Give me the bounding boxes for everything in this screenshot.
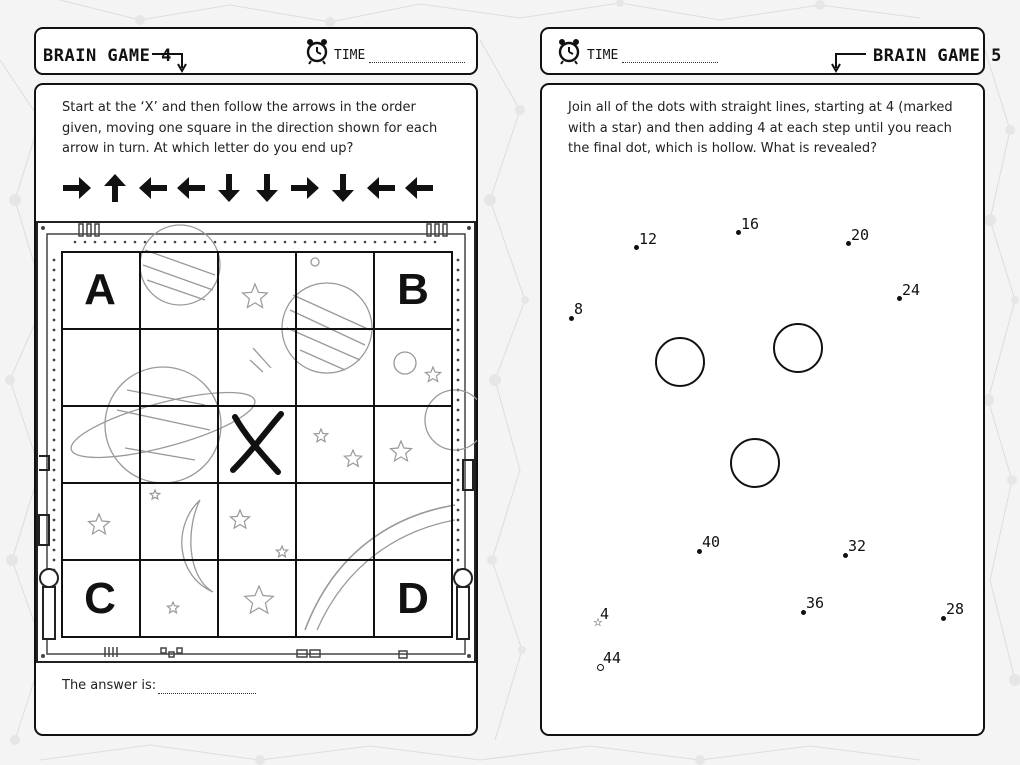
left-arrow-icon xyxy=(136,171,170,205)
dot-label-12: 12 xyxy=(639,230,658,248)
grid-letter-c: C xyxy=(84,574,116,623)
answer-label: The answer is: xyxy=(62,678,157,693)
left-arrow-icon xyxy=(174,171,208,205)
alarm-clock-icon xyxy=(303,37,331,65)
right-arrow-icon xyxy=(60,171,94,205)
dot-label-16: 16 xyxy=(741,215,760,233)
game4-time-label: TIME xyxy=(334,48,366,63)
game5-instructions: Join all of the dots with straight lines, starting at 4 (marked with a star) and then adding 4 at each step until you reach the final dot, which is hollow. What is revealed? xyxy=(568,100,953,156)
corner-arrow-icon xyxy=(150,48,190,74)
game5-time-field[interactable] xyxy=(622,62,718,63)
dot-label-32: 32 xyxy=(848,537,867,555)
game5-title: BRAIN GAME 5 xyxy=(873,46,1002,66)
game4-title: BRAIN GAME 4 xyxy=(43,46,172,66)
dot-label-4: 4 xyxy=(600,605,610,623)
down-arrow-icon xyxy=(326,171,360,205)
dot-label-8: 8 xyxy=(574,300,584,318)
star-icon: ☆ xyxy=(593,616,603,629)
circle-right-eye xyxy=(773,323,823,373)
dot-label-28: 28 xyxy=(946,600,965,618)
down-arrow-icon xyxy=(212,171,246,205)
right-arrow-icon xyxy=(288,171,322,205)
left-arrow-icon xyxy=(364,171,398,205)
alarm-clock-icon xyxy=(555,37,583,65)
game5-time-label: TIME xyxy=(587,48,619,63)
dot-label-36: 36 xyxy=(806,594,825,612)
circle-left-eye xyxy=(655,337,705,387)
dot-label-40: 40 xyxy=(702,533,721,551)
left-arrow-icon xyxy=(402,171,436,205)
dot-label-44: 44 xyxy=(603,649,622,667)
circle-nose xyxy=(730,438,780,488)
dot-label-24: 24 xyxy=(902,281,921,299)
answer-field[interactable] xyxy=(158,693,256,694)
corner-arrow-icon xyxy=(828,48,868,74)
game5-panel xyxy=(540,83,985,736)
grid-letter-a: A xyxy=(84,265,116,314)
grid-letter-d: D xyxy=(397,574,429,623)
game4-time-field[interactable] xyxy=(369,62,465,63)
grid-letter-b: B xyxy=(397,265,429,314)
dot-label-20: 20 xyxy=(851,226,870,244)
up-arrow-icon xyxy=(98,171,132,205)
down-arrow-icon xyxy=(250,171,284,205)
game4-instructions: Start at the ‘X’ and then follow the arrows in the order given, moving one square in the direction shown for each arrow in turn. At which letter do you end up? xyxy=(62,100,438,156)
